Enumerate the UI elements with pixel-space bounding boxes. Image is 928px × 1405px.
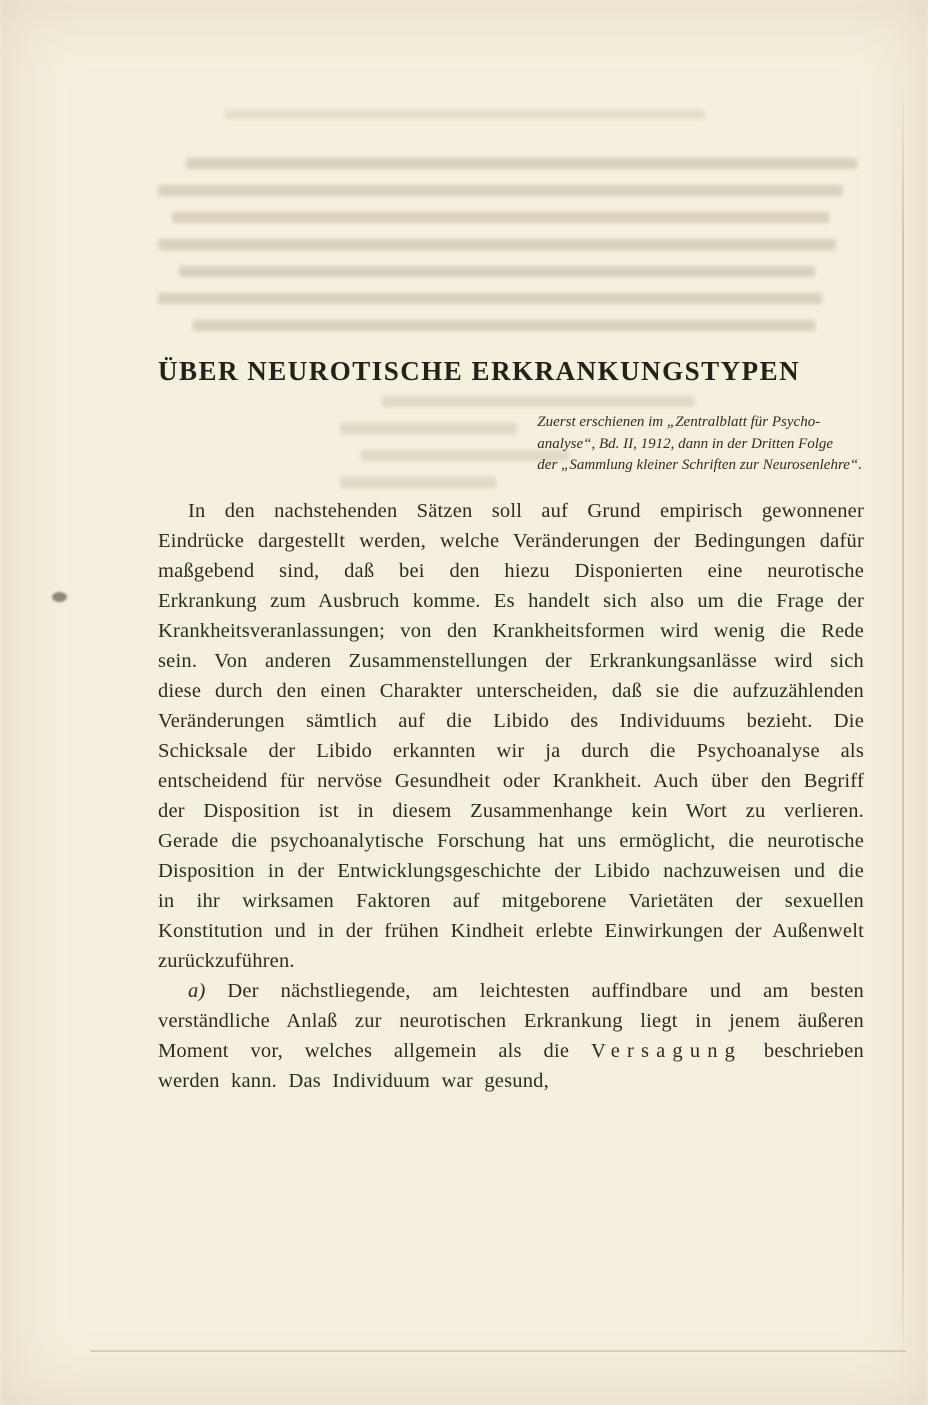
publication-note-line: analyse“, Bd. II, 1912, dann in der Dritten Folge bbox=[537, 435, 834, 452]
bleed-line bbox=[172, 212, 829, 223]
paragraph-2-emphasis-spaced: Versagung bbox=[590, 1040, 743, 1062]
bleed-line bbox=[225, 110, 705, 119]
bleed-line bbox=[158, 185, 843, 196]
paragraph-1: In den nachstehenden Sätzen soll auf Grund empirisch gewonnener Eindrücke dargestellt werden, welche Veränderungen der Bedingungen dafür maßgebend sind, daß bei den hiezu Disponierten eine neurotische Erkrankung zum Ausbruch komme. Es handelt sich also um die Frage der Krankheitsveranlassungen; von den Krankheitsformen wird wenig die Rede sein. Von anderen Zusammenstellungen der Erkrankungsanlässe wird sich diese durch den einen Charakter unterscheiden, daß sie die aufzuzählenden Veränderungen sämtlich auf die Libido des Individuums bezieht. Die Schicksale der Libido erkannten wir ja durch die Psychoanalyse als entscheidend für nervöse Gesundheit oder Krankheit. Auch über den Begriff der Disposition ist in diesem Zusammenhange kein Wort zu verlieren. Gerade die psychoanalytische Forschung hat uns ermöglicht, die neurotische Disposition in der Entwicklungsgeschichte der Libido nachzuweisen und die in ihr wirksamen Faktoren auf mitgeborene Varietäten der sexuellen Konstitution und in der frühen Kindheit erlebte Einwirkungen der Außenwelt zurückzuführen. bbox=[158, 500, 864, 972]
bleed-line bbox=[179, 266, 814, 277]
bleed-line bbox=[158, 293, 822, 304]
bleed-line bbox=[340, 423, 517, 434]
page-edge-right-shadow bbox=[902, 85, 904, 1360]
page-edge-bottom-shadow bbox=[90, 1350, 906, 1352]
paragraph-2-text: beschrieben werden kann. Das Individuum war gesund, bbox=[158, 1040, 864, 1092]
bleed-line bbox=[382, 396, 694, 407]
bleed-line bbox=[193, 320, 814, 331]
paragraph-2 bbox=[158, 976, 864, 1096]
bleed-through-header bbox=[225, 110, 705, 135]
bleed-line bbox=[186, 158, 857, 169]
publication-note-line: Zuerst erschienen im „Zentralblatt für Psycho- bbox=[537, 414, 821, 430]
publication-note bbox=[537, 412, 862, 477]
paragraph-2-lead-italic: a) bbox=[188, 980, 206, 1002]
ink-smudge-artifact bbox=[52, 592, 67, 602]
paragraph-2-text: Der nächstliegende, am leichtesten auffindbare und am besten verständliche Anlaß zur neurotischen Erkrankung liegt in jenem äußeren Moment vor, welches allgemein als die bbox=[158, 980, 864, 1062]
publication-note-line: der „Sammlung kleiner Schriften zur Neurosenlehre“. bbox=[537, 457, 862, 473]
body-text bbox=[158, 496, 864, 1096]
bleed-line bbox=[158, 239, 836, 250]
bleed-through-text bbox=[158, 158, 864, 347]
bleed-line bbox=[340, 477, 496, 488]
chapter-title: ÜBER NEUROTISCHE ERKRANKUNGSTYPEN bbox=[158, 356, 801, 386]
